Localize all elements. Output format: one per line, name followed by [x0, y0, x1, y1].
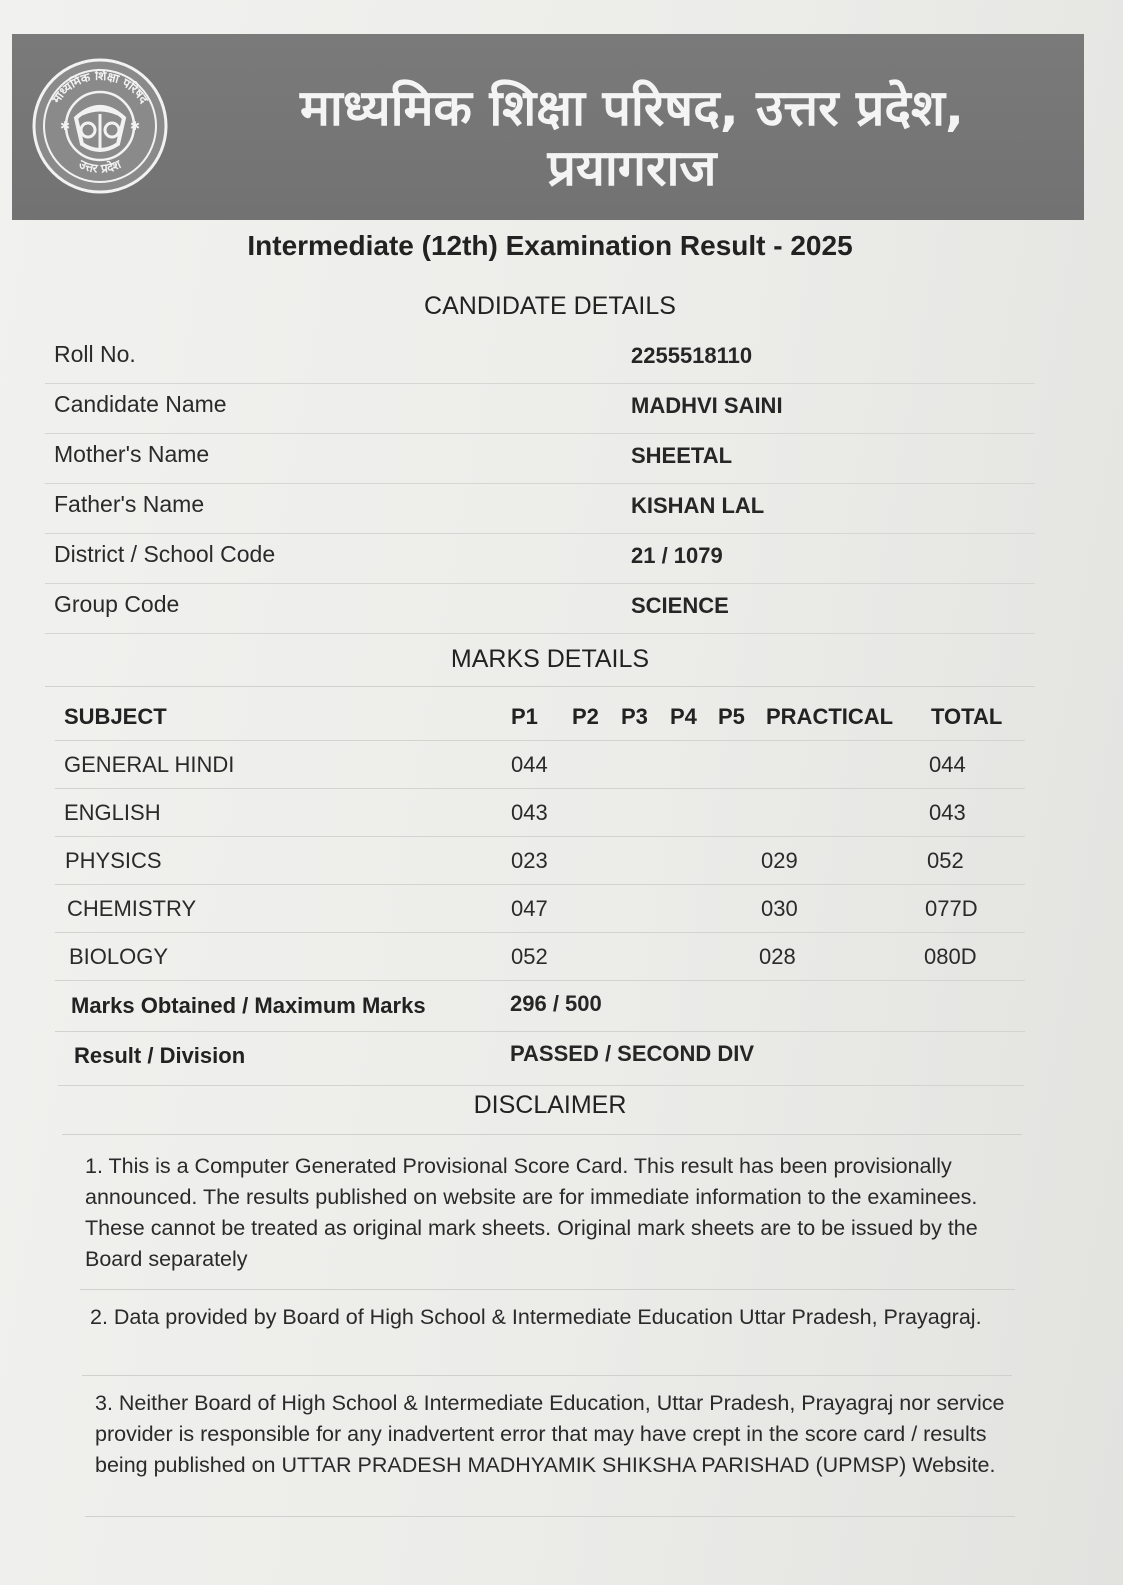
column-header-subject: SUBJECT: [64, 704, 167, 729]
p1-marks: 043: [511, 800, 548, 825]
table-row: [55, 740, 1025, 789]
detail-label: Candidate Name: [54, 391, 227, 417]
detail-value: KISHAN LAL: [631, 493, 765, 518]
divider: [80, 1289, 1015, 1290]
svg-text:✱: ✱: [130, 119, 141, 133]
header-banner: [12, 34, 1084, 220]
practical-marks: 028: [759, 944, 796, 969]
detail-row-candidate-name: [45, 383, 1035, 434]
practical-marks: 029: [761, 848, 798, 873]
table-row: [55, 836, 1025, 885]
upmsp-emblem-icon: [30, 56, 170, 196]
divider: [62, 1134, 1022, 1135]
detail-row-group-code: [45, 583, 1035, 634]
divider: [82, 1375, 1012, 1376]
detail-label: Father's Name: [54, 491, 205, 517]
column-header-practical: PRACTICAL: [766, 704, 894, 729]
detail-label: Group Code: [54, 591, 180, 617]
table-row: [55, 932, 1025, 981]
detail-row-roll-no: [45, 333, 1035, 384]
column-header-p1: P1: [511, 704, 538, 729]
table-row: [55, 788, 1025, 837]
p1-marks: 047: [511, 896, 548, 921]
subject-name: PHYSICS: [65, 848, 162, 873]
practical-marks: 030: [761, 896, 798, 921]
column-header-p4: P4: [670, 704, 697, 729]
p1-marks: 044: [511, 752, 548, 777]
column-header-p3: P3: [621, 704, 648, 729]
result-value: PASSED / SECOND DIV: [510, 1041, 755, 1066]
result-label: Result / Division: [74, 1043, 246, 1068]
detail-label: Roll No.: [54, 341, 136, 367]
marks-obtained-row: [55, 981, 1025, 1032]
divider: [85, 1516, 1015, 1517]
detail-row-district-school-code: [45, 533, 1035, 584]
detail-row-mother-name: [45, 433, 1035, 484]
subject-name: GENERAL HINDI: [64, 752, 235, 777]
candidate-details-heading: CANDIDATE DETAILS: [424, 292, 676, 320]
p1-marks: 052: [511, 944, 548, 969]
board-name-heading: [182, 78, 1082, 198]
disclaimer-item-1: 1. This is a Computer Generated Provisional Score Card. This result has been provisionally announced. The results published on website are for immediate information to the examinees. These cannot be treated as original mark sheets. Original mark sheets are to be issued by the Board separately: [85, 1154, 978, 1271]
logo-text-bottom: उत्तर प्रदेश: [76, 157, 124, 176]
detail-value: 21 / 1079: [631, 543, 723, 568]
detail-label: District / School Code: [54, 541, 276, 567]
divider: [45, 686, 1035, 687]
total-marks: 080D: [924, 944, 977, 969]
detail-value: SHEETAL: [631, 443, 733, 468]
total-marks: 043: [929, 800, 966, 825]
marks-obtained-value: 296 / 500: [510, 991, 602, 1016]
subject-name: BIOLOGY: [69, 944, 169, 969]
board-name-line2: प्रयागराज: [547, 139, 717, 197]
total-marks: 052: [927, 848, 964, 873]
detail-value: SCIENCE: [631, 593, 729, 618]
subject-name: CHEMISTRY: [67, 896, 197, 921]
detail-value: 2255518110: [631, 343, 753, 368]
marks-obtained-label: Marks Obtained / Maximum Marks: [71, 993, 426, 1018]
detail-value: MADHVI SAINI: [631, 393, 783, 418]
detail-row-father-name: [45, 483, 1035, 534]
column-header-p2: P2: [572, 704, 599, 729]
board-name-line1: माध्यमिक शिक्षा परिषद, उत्तर प्रदेश,: [300, 79, 964, 137]
column-header-total: TOTAL: [931, 704, 1003, 729]
total-marks: 077D: [925, 896, 978, 921]
exam-title: Intermediate (12th) Examination Result - 2025: [247, 230, 853, 261]
detail-label: Mother's Name: [54, 441, 210, 467]
disclaimer-item-3: 3. Neither Board of High School & Intermediate Education, Uttar Pradesh, Prayagraj nor service provider is responsible for any inadvertent error that may have crept in the score card / results being published on UTTAR PRADESH MADHYAMIK SHIKSHA PARISHAD (UPMSP) Website.: [95, 1391, 1005, 1477]
p1-marks: 023: [511, 848, 548, 873]
column-header-p5: P5: [718, 704, 745, 729]
total-marks: 044: [929, 752, 966, 777]
disclaimer-item-2: 2. Data provided by Board of High School & Intermediate Education Uttar Pradesh, Prayagraj.: [90, 1305, 982, 1329]
subject-name: ENGLISH: [64, 800, 161, 825]
result-division-row: [58, 1031, 1024, 1086]
logo-text-top: माध्यमिक शिक्षा परिषद: [49, 68, 151, 106]
svg-text:✱: ✱: [60, 119, 71, 133]
marks-details-heading: MARKS DETAILS: [450, 645, 650, 673]
disclaimer-heading: DISCLAIMER: [473, 1091, 627, 1119]
table-row: [55, 884, 1025, 933]
marks-table-header: [55, 692, 1025, 741]
